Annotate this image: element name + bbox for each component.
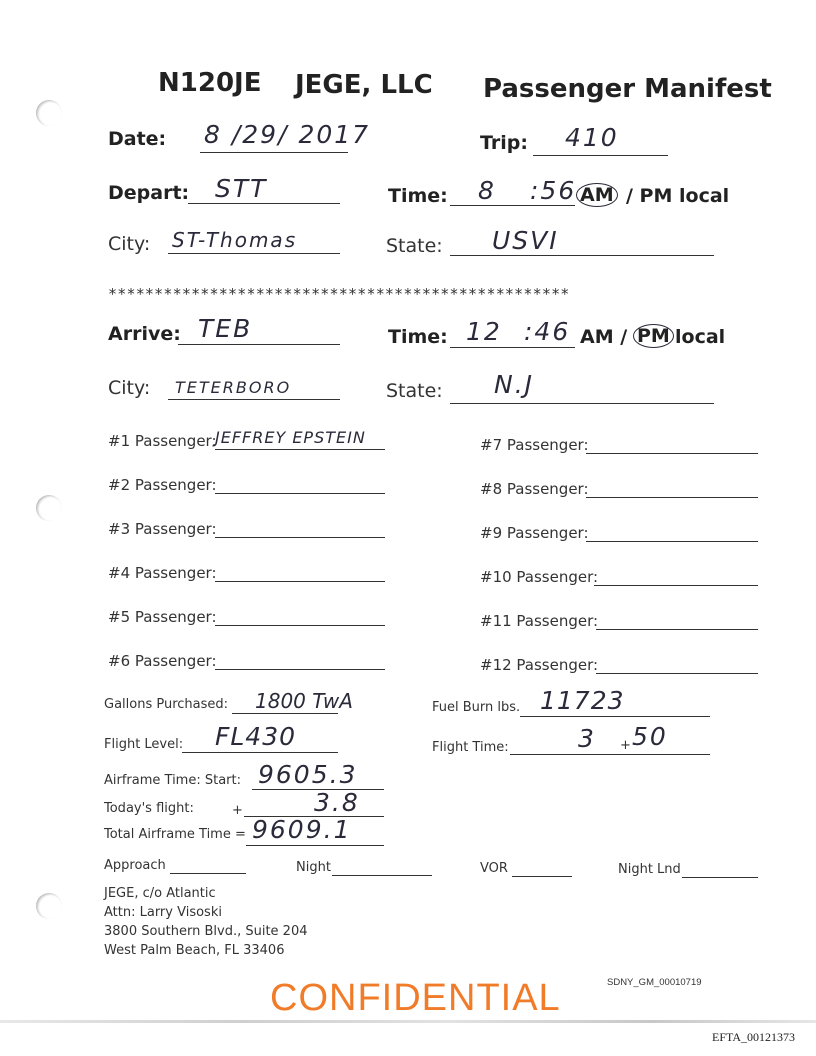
total-airframe-label: Total Airframe Time =	[104, 827, 246, 842]
arrive-time-minutes: :46	[524, 317, 571, 346]
total-airframe-line	[246, 845, 384, 846]
binder-hole-bottom	[36, 893, 62, 919]
passenger-line	[586, 541, 758, 542]
depart-time-line	[450, 205, 575, 206]
tail-number: N120JE	[158, 68, 262, 98]
fuel-burn-label: Fuel Burn lbs.	[432, 700, 521, 715]
todays-flight-plus: +	[232, 803, 243, 818]
passenger-label: #6 Passenger:	[108, 652, 217, 670]
efta-number: EFTA_00121373	[712, 1030, 796, 1044]
flight-time-separator: +	[620, 738, 631, 753]
arrive-local: local	[675, 326, 726, 348]
depart-line	[188, 203, 340, 204]
depart-time-minutes: :56	[530, 176, 577, 205]
passenger-label: #5 Passenger:	[108, 608, 217, 626]
approach-line	[170, 873, 246, 874]
trip-value: 410	[565, 123, 619, 152]
passenger-line	[215, 581, 385, 582]
flight-level-label: Flight Level:	[104, 737, 184, 752]
depart-time-label: Time:	[388, 185, 448, 207]
flight-level-line	[182, 752, 338, 753]
airframe-start-label: Airframe Time: Start:	[104, 773, 241, 788]
gallons-purchased-label: Gallons Purchased:	[104, 697, 229, 712]
passenger-line	[596, 673, 758, 674]
arrive-time-label: Time:	[388, 326, 448, 348]
flight-time-line	[510, 754, 710, 755]
date-label: Date:	[108, 128, 167, 150]
date-value: 8 /29/ 2017	[204, 120, 371, 149]
arrive-label: Arrive:	[108, 323, 181, 345]
night-landing-line	[682, 877, 758, 878]
address-line-1: JEGE, c/o Atlantic	[104, 886, 216, 901]
passenger-line	[215, 625, 385, 626]
night-line	[332, 875, 432, 876]
arrive-value: TEB	[198, 314, 253, 343]
passenger-line	[586, 453, 758, 454]
date-line	[200, 152, 348, 153]
trip-label: Trip:	[480, 132, 528, 154]
depart-city-line	[168, 253, 340, 254]
depart-state-label: State:	[386, 235, 443, 257]
passenger-label: #8 Passenger:	[480, 480, 589, 498]
binder-hole-top	[36, 100, 62, 126]
flight-time-label: Flight Time:	[432, 740, 509, 755]
passenger-line	[596, 629, 758, 630]
confidential-stamp: CONFIDENTIAL	[270, 977, 561, 1019]
flight-time-hours: 3	[578, 724, 596, 753]
address-line-4: West Palm Beach, FL 33406	[104, 943, 285, 958]
approach-label: Approach	[104, 858, 166, 873]
depart-city-value: ST-Thomas	[172, 228, 298, 252]
passenger-label: #12 Passenger:	[480, 656, 599, 674]
depart-pm-local: / PM local	[626, 185, 730, 207]
passenger-label: #1 Passenger:	[108, 432, 217, 450]
vor-line	[512, 876, 572, 877]
depart-am-circled: AM	[576, 183, 618, 207]
depart-value: STT	[215, 174, 268, 203]
night-label: Night	[296, 860, 331, 875]
gallons-line	[232, 713, 338, 714]
passenger-line	[215, 449, 385, 450]
arrive-time-hour: 12	[466, 317, 502, 346]
passenger-1-name: JEFFREY EPSTEIN	[215, 428, 366, 447]
vor-label: VOR	[480, 861, 508, 876]
arrive-am-slash: AM /	[580, 326, 628, 348]
arrive-state-value: N.J	[494, 370, 535, 399]
passenger-label: #3 Passenger:	[108, 520, 217, 538]
separator-asterisks: **************************************************	[108, 285, 570, 303]
company-name: JEGE, LLC	[295, 70, 433, 100]
passenger-line	[586, 497, 758, 498]
todays-flight-value: 3.8	[314, 788, 360, 817]
address-line-2: Attn: Larry Visoski	[104, 905, 222, 920]
scan-edge-line	[0, 1020, 816, 1023]
arrive-time-line	[450, 347, 575, 348]
airframe-start-value: 9605.3	[258, 760, 358, 789]
depart-time-hour: 8	[478, 176, 496, 205]
arrive-city-label: City:	[108, 377, 151, 399]
arrive-pm-circled: PM	[633, 324, 674, 348]
passenger-line	[215, 537, 385, 538]
passenger-label: #11 Passenger:	[480, 612, 599, 630]
passenger-label: #2 Passenger:	[108, 476, 217, 494]
depart-state-value: USVI	[492, 226, 559, 255]
arrive-city-value: TETERBORO	[175, 378, 292, 397]
depart-state-line	[450, 255, 714, 256]
depart-label: Depart:	[108, 182, 190, 204]
fuel-burn-line	[520, 716, 710, 717]
document-title: Passenger Manifest	[483, 74, 772, 104]
passenger-label: #4 Passenger:	[108, 564, 217, 582]
binder-hole-middle	[36, 495, 62, 521]
gallons-purchased-value: 1800 TwA	[255, 689, 353, 713]
night-landing-label: Night Lnd	[618, 862, 681, 877]
todays-flight-label: Today's flight:	[104, 801, 194, 816]
trip-line	[533, 155, 668, 156]
depart-city-label: City:	[108, 233, 151, 255]
passenger-label: #7 Passenger:	[480, 436, 589, 454]
address-line-3: 3800 Southern Blvd., Suite 204	[104, 924, 308, 939]
total-airframe-value: 9609.1	[252, 815, 352, 844]
passenger-line	[594, 585, 758, 586]
flight-level-value: FL430	[215, 722, 297, 751]
arrive-state-line	[450, 403, 714, 404]
arrive-state-label: State:	[386, 380, 443, 402]
passenger-line	[215, 493, 385, 494]
fuel-burn-value: 11723	[540, 686, 625, 715]
flight-time-minutes: 50	[632, 722, 668, 751]
passenger-line	[215, 669, 385, 670]
passenger-label: #9 Passenger:	[480, 524, 589, 542]
arrive-city-line	[168, 399, 340, 400]
passenger-label: #10 Passenger:	[480, 568, 599, 586]
bates-number: SDNY_GM_00010719	[607, 977, 702, 988]
arrive-line	[178, 344, 340, 345]
